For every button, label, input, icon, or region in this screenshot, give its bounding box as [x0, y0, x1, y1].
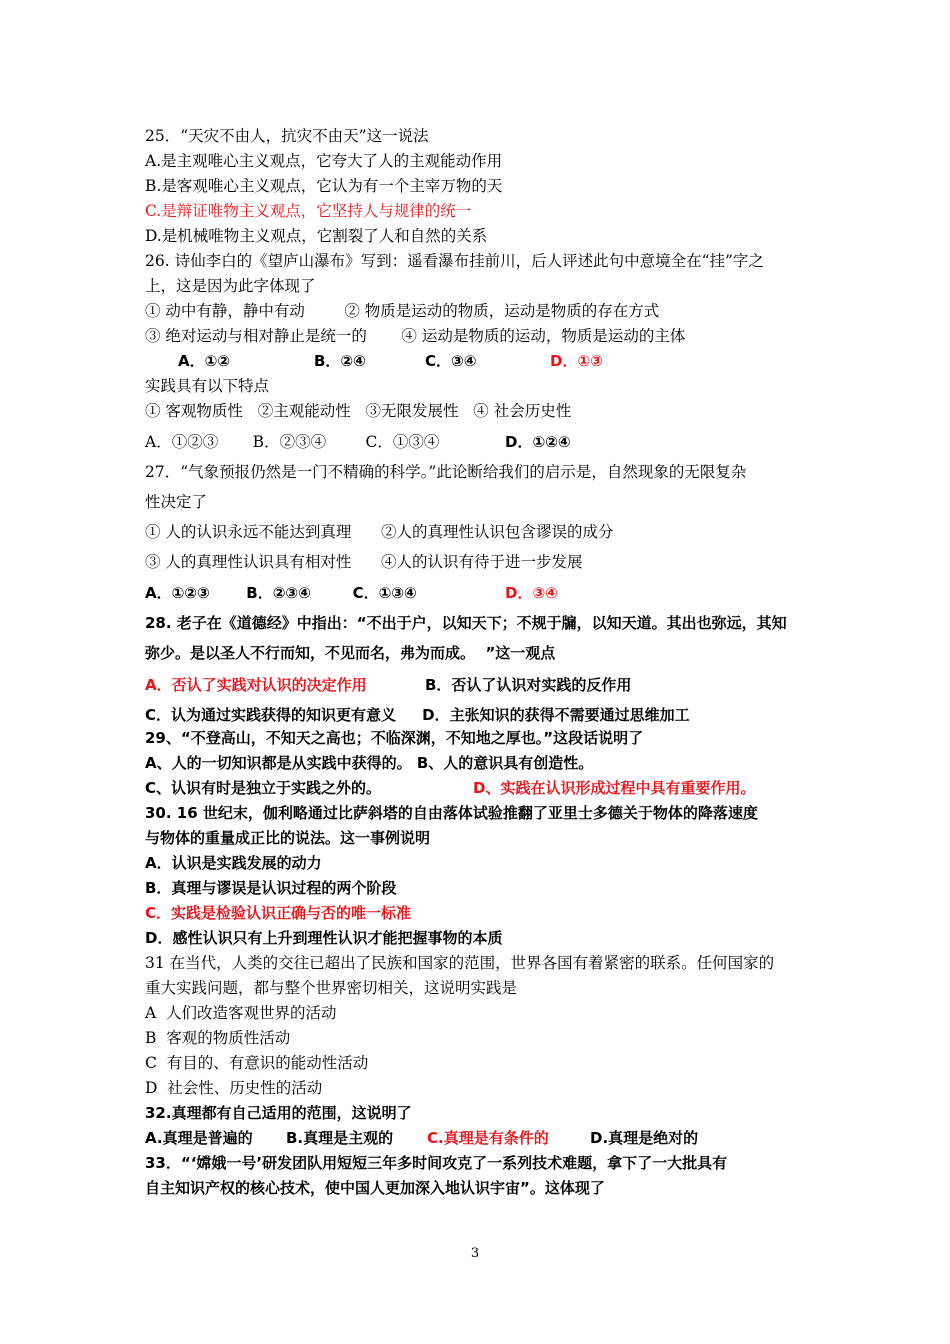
q25-stem: 25．“天灾不由人，抗灾不由天”这一说法 [145, 127, 429, 145]
q26-option-d-answer: D．①③ [550, 352, 603, 370]
q27-statements-2: ③ 人的真理性认识具有相对性 ④人的认识有待于进一步发展 [145, 553, 583, 571]
q27-statements-1: ① 人的认识永远不能达到真理 ②人的真理性认识包含谬误的成分 [145, 523, 614, 541]
q32-option-c-answer: C.真理是有条件的 [427, 1129, 549, 1147]
q26-stem-line1: 26. 诗仙李白的《望庐山瀑布》写到：遥看瀑布挂前川，后人评述此句中意境全在“挂”字之 [145, 252, 764, 270]
q26-statements-2: ③ 绝对运动与相对静止是统一的 ④ 运动是物质的运动，物质是运动的主体 [145, 327, 686, 345]
page-number: 3 [470, 1246, 480, 1261]
q31-option-a: A 人们改造客观世界的活动 [145, 1004, 337, 1022]
q25-option-a: A.是主观唯心主义观点，它夸大了人的主观能动作用 [145, 152, 503, 170]
q26-option-c: C．③④ [425, 352, 477, 370]
practice-features-stem: 实践具有以下特点 [145, 377, 270, 395]
q28-options-cd: C．认为通过实践获得的知识更有意义 D．主张知识的获得不需要通过思维加工 [145, 706, 690, 724]
q29-options-ab: A、人的一切知识都是从实践中获得的。 B、人的意识具有创造性。 [145, 754, 594, 772]
practice-features-option-d: D．①②④ [505, 433, 571, 451]
q31-option-c: C 有目的、有意识的能动性活动 [145, 1054, 369, 1072]
q27-option-d-answer: D．③④ [505, 584, 558, 602]
practice-features-statements: ① 客观物质性 ②主观能动性 ③无限发展性 ④ 社会历史性 [145, 402, 572, 420]
q27-options-abc: A．①②③ B．②③④ C．①③④ [145, 584, 417, 602]
q27-stem-line2: 性决定了 [145, 493, 208, 511]
q29-option-c: C、认识有时是独立于实践之外的。 [145, 779, 382, 797]
q28-stem-line1: 28. 老子在《道德经》中指出：“不出于户，以知天下；不规于牖，以知天道。其出也弥远，其知 [145, 614, 787, 632]
q31-option-d: D 社会性、历史性的活动 [145, 1079, 323, 1097]
q26-option-b: B．②④ [314, 352, 366, 370]
q30-stem-line1: 30. 16 世纪末，伽利略通过比萨斜塔的自由落体试验推翻了亚里士多德关于物体的降落速度 [145, 804, 758, 822]
q32-option-b: B.真理是主观的 [286, 1129, 394, 1147]
q25-option-c-answer: C.是辩证唯物主义观点，它坚持人与规律的统一 [145, 202, 472, 220]
q32-option-d: D.真理是绝对的 [590, 1129, 699, 1147]
q32-stem: 32.真理都有自己适用的范围，这说明了 [145, 1104, 412, 1122]
q26-stem-line2: 上，这是因为此字体现了 [145, 277, 316, 295]
q25-option-d: D.是机械唯物主义观点，它割裂了人和自然的关系 [145, 227, 488, 245]
q30-option-b: B．真理与谬误是认识过程的两个阶段 [145, 879, 397, 897]
q33-stem-line2: 自主知识产权的核心技术，使中国人更加深入地认识宇宙”。这体现了 [145, 1179, 605, 1197]
q31-stem-line2: 重大实践问题，都与整个世界密切相关，这说明实践是 [145, 979, 518, 997]
practice-features-options-abc: A．①②③ B．②③④ C．①③④ [145, 433, 440, 451]
q28-option-b: B．否认了认识对实践的反作用 [425, 676, 632, 694]
q30-option-c-answer: C．实践是检验认识正确与否的唯一标准 [145, 904, 412, 922]
q28-option-a-answer: A．否认了实践对认识的决定作用 [145, 676, 367, 694]
q25-option-b: B.是客观唯心主义观点，它认为有一个主宰万物的天 [145, 177, 503, 195]
q28-stem-line2: 弥少。是以圣人不行而知，不见而名，弗为而成。 ”这一观点 [145, 644, 556, 662]
q29-stem: 29、“不登高山，不知天之高也；不临深渊，不知地之厚也。”这段话说明了 [145, 729, 644, 747]
q31-option-b: B 客观的物质性活动 [145, 1029, 291, 1047]
q30-stem-line2: 与物体的重量成正比的说法。这一事例说明 [145, 829, 431, 847]
q26-option-a: A．①② [178, 352, 231, 370]
q33-stem-line1: 33．“‘嫦娥一号’研发团队用短短三年多时间攻克了一系列技术难题，拿下了一大批具有 [145, 1154, 728, 1172]
q30-option-a: A．认识是实践发展的动力 [145, 854, 322, 872]
q30-option-d: D．感性认识只有上升到理性认识才能把握事物的本质 [145, 929, 503, 947]
q32-option-a: A.真理是普遍的 [145, 1129, 253, 1147]
q31-stem-line1: 31 在当代，人类的交往已超出了民族和国家的范围，世界各国有着紧密的联系。任何国家的 [145, 954, 775, 972]
q29-option-d-answer: D、实践在认识形成过程中具有重要作用。 [473, 779, 756, 797]
q27-stem-line1: 27．“气象预报仍然是一门不精确的科学。”此论断给我们的启示是，自然现象的无限复杂 [145, 463, 747, 481]
q26-statements-1: ① 动中有静，静中有动 ② 物质是运动的物质，运动是物质的存在方式 [145, 302, 660, 320]
